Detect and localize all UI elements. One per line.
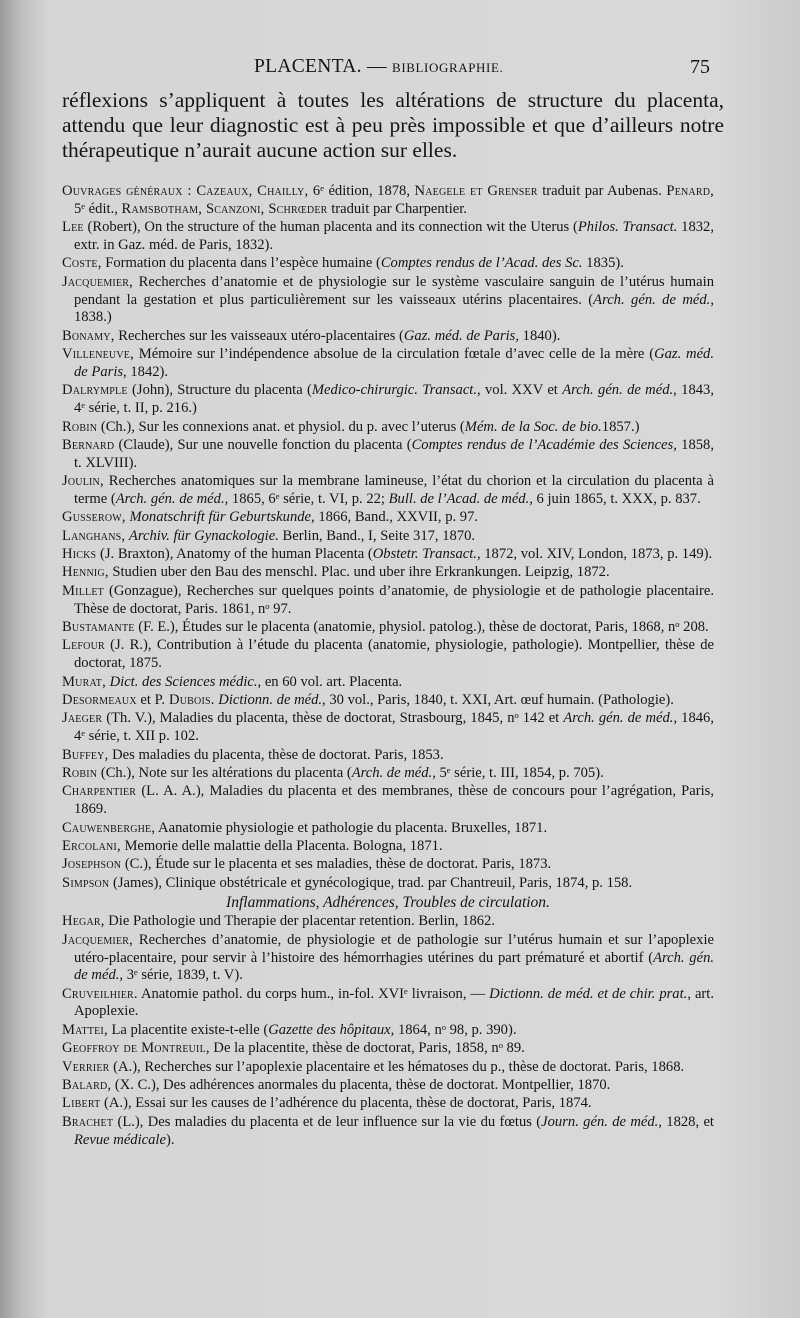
entry-text: La placentite existe-t-elle ( <box>107 1021 269 1038</box>
entry-text: , 30 vol., Paris, 1840, t. XXI, Art. œuf humain. (Pathologie). <box>322 692 674 708</box>
bibliography-entry <box>62 219 714 255</box>
entry-text: Ramsbotham, Scanzoni, Schrœder <box>121 200 328 217</box>
entry-title: Arch. gén. de méd. <box>74 949 715 984</box>
bibliography-entry <box>62 747 714 765</box>
entry-text: 1835). <box>582 255 624 272</box>
entry-text: Die Pathologie und Therapie der placentar retention. Berlin, 1862. <box>104 913 496 930</box>
entry-author: Geoffroy de Montreuil, <box>62 1040 210 1057</box>
bibliography-entry <box>62 255 714 273</box>
bibliography-entry <box>62 1095 714 1113</box>
entry-author: Coste, <box>62 255 102 272</box>
entry-text: , 1846, 4ᵉ série, t. XII p. 102. <box>74 710 714 745</box>
page-header <box>0 56 800 82</box>
entry-author: Desormeaux <box>62 692 137 708</box>
bibliography-entry <box>62 932 714 985</box>
entry-title: Revue médicale <box>74 1131 166 1148</box>
entry-text: Des maladies du placenta, thèse de doctorat. Paris, 1853. <box>108 746 444 763</box>
bibliography-entry <box>62 1114 714 1150</box>
entry-title: Arch. gén. de méd. <box>593 291 711 308</box>
entry-text: 1858, t. XLVIII). <box>74 436 714 471</box>
bibliography-entry <box>62 274 714 327</box>
entry-title: Gazette des hôpitaux, <box>268 1021 395 1038</box>
bibliography-entry <box>62 528 714 546</box>
entry-title: Bull. de l’Acad. de méd. <box>388 490 530 507</box>
entry-author: Millet <box>62 582 104 599</box>
entry-text: 1864, nᵒ 98, p. 390). <box>394 1021 517 1038</box>
entry-author: Josephson <box>62 856 122 873</box>
entry-text: Studien uber den Bau des menschl. Plac. und uber ihre Erkrankungen. Leipzig, 1872. <box>108 564 610 581</box>
bibliography-entry <box>62 1022 714 1040</box>
entry-text: Memorie delle malattie della Placenta. Bologna, 1871. <box>120 837 443 854</box>
entry-text: P. Dubois. <box>154 692 215 708</box>
entry-text: (John), Structure du placenta ( <box>127 382 312 399</box>
entry-text: 1842). <box>126 363 169 380</box>
bibliography-entry <box>62 820 714 838</box>
entry-text: (Gonzague), Recherches sur quelques points d’anatomie, de physiologie et de pathologie placentaire. Thèse de doctorat, Paris. 1861, nᵒ 97. <box>74 582 714 617</box>
entry-author: Langhans, <box>62 527 126 544</box>
entry-title: Gaz. méd. de Paris, <box>403 327 520 344</box>
entry-text: ). <box>165 1131 175 1148</box>
entry-text: Penard, <box>666 183 714 199</box>
running-title: PLACENTA. <box>254 56 362 77</box>
entry-author: Cauwenberghe, <box>62 819 156 836</box>
intro-paragraph <box>62 88 724 163</box>
bibliography-entry <box>62 473 714 509</box>
bibliography-entry <box>62 783 714 819</box>
running-head <box>254 56 503 78</box>
entry-text: 5ᵉ édit., <box>74 200 122 217</box>
entry-text: 1832, extr. in Gaz. méd. de Paris, 1832). <box>74 219 715 253</box>
entry-text: , 1828, et <box>658 1113 714 1130</box>
entry-author: Cruveilhier. <box>62 985 138 1002</box>
entry-text: (L. A. A.), Maladies du placenta et des membranes, thèse de concours pour l’agrégation, Paris, 1869. <box>74 783 714 818</box>
entry-author: Bernard <box>62 436 115 453</box>
bibliography-entry <box>62 328 714 346</box>
entry-text: Formation du placenta dans l’espèce humaine ( <box>101 255 381 272</box>
entry-author: Hicks <box>62 546 97 563</box>
entry-text: (Ch.), Note sur les altérations du placenta ( <box>97 764 352 781</box>
entry-author: Mattei, <box>62 1021 108 1038</box>
entry-text: 1857.) <box>601 418 640 435</box>
bibliography-entry <box>62 509 714 527</box>
bibliography-entry <box>62 986 714 1022</box>
entry-text: (X. C.), Des adhérences anormales du placenta, thèse de doctorat. Montpellier, 1870. <box>111 1077 611 1094</box>
bibliography-entry <box>62 856 714 874</box>
entry-text: Mémoire sur l’indépendence absolue de la circulation fœtale d’avec celle de la mère ( <box>133 346 655 363</box>
entry-author: Balard, <box>62 1077 112 1094</box>
page-number: 75 <box>690 56 710 78</box>
entry-text: , 6 juin 1865, t. XXX, p. 837. <box>529 490 701 507</box>
entry-text: Recherches d’anatomie et de physiologie sur le système vasculaire sanguin de l’utérus humain pendant la gestation et plus particulièrement sur les vaisseaux utérins placentaires. ( <box>74 273 714 308</box>
entry-title: Dictionn. de méd. <box>218 692 323 708</box>
entry-text: Anatomie pathol. du corps hum., in-fol. XVIᵉ livraison, — <box>137 985 490 1002</box>
entry-text: (A.), Essai sur les causes de l’adhérence du placenta, thèse de doctorat, Paris, 1874. <box>100 1095 592 1112</box>
entry-title: Monatschrift für Geburtskunde, <box>129 509 315 526</box>
entry-title: Arch. de méd. <box>351 764 433 781</box>
entry-author: Dalrymple <box>62 382 128 399</box>
entry-author: Jacquemier, <box>62 273 133 290</box>
entry-title: Comptes rendus de l’Académie des Sciences, <box>411 436 677 453</box>
bibliography-entry <box>62 692 714 710</box>
entry-author: Robin <box>62 418 98 435</box>
bibliography-entry <box>62 1077 714 1095</box>
bibliography-entry <box>62 382 714 418</box>
entry-text: (Ch.), Sur les connexions anat. et physiol. du p. avec l’uterus ( <box>97 418 465 435</box>
entry-text: , 1843, 4ᵉ série, t. II, p. 216.) <box>74 382 714 417</box>
entry-title: Comptes rendus de l’Acad. des Sc. <box>380 255 583 272</box>
entry-text: , en 60 vol. art. Placenta. <box>257 673 403 690</box>
entry-author: Hegar, <box>62 913 105 930</box>
bibliography-entry <box>62 838 714 856</box>
entry-author: Lefour <box>62 637 105 654</box>
bibliography-entry <box>62 674 714 692</box>
bibliography-entry <box>62 546 714 564</box>
entry-title: Arch. gén. de méd. <box>562 382 674 399</box>
bibliography-entry <box>62 1040 714 1058</box>
entry-author: Jaeger <box>62 710 103 727</box>
entry-text: Recherches d’anatomie, de physiologie et de pathologie sur l’utérus humain et sur l’apoplexie utéro-placentaire, pour servir à l’histoire des hémorrhagies utérines du part prématuré et abortif ( <box>74 931 714 966</box>
bibliography-entry <box>62 183 714 219</box>
entry-text: Aanatomie physiologie et pathologie du placenta. Bruxelles, 1871. <box>155 819 548 836</box>
entry-text: Naegele et Grenser <box>414 183 538 199</box>
bibliography-entry <box>62 437 714 473</box>
entry-text: , 1872, vol. XIV, London, 1873, p. 149). <box>476 546 713 563</box>
bibliography-entry <box>62 1059 714 1077</box>
entry-text: , 1838.) <box>74 291 714 326</box>
entry-author: Brachet <box>62 1113 114 1130</box>
entry-text: 1840). <box>519 327 561 344</box>
bibliography-entry <box>62 419 714 437</box>
entry-author: Murat, <box>62 673 106 690</box>
entry-text: (James), Clinique obstétricale et gynécologique, trad. par Chantreuil, Paris, 1874, p. 158. <box>109 874 633 891</box>
bibliography-list <box>62 183 714 1150</box>
entry-text: , 1865, 6ᵉ série, t. VI, p. 22; <box>224 490 389 507</box>
entry-author: Ercolani, <box>62 837 121 854</box>
entry-text: Berlin, Band., I, Seite 317, 1870. <box>278 527 476 544</box>
entry-text: De la placentite, thèse de doctorat, Paris, 1858, nᵒ 89. <box>209 1040 525 1057</box>
entry-author: Ouvrages généraux : Cazeaux, Chailly, <box>62 183 309 199</box>
entry-author: Robin <box>62 764 98 781</box>
entry-author: Bustamante <box>62 619 135 636</box>
entry-text: , 5ᵉ série, t. III, 1854, p. 705). <box>432 764 604 781</box>
entry-text: Recherches anatomiques sur la membrane lamineuse, l’état du chorion et la circulation du placenta à terme ( <box>74 473 714 507</box>
entry-text: (Th. V.), Maladies du placenta, thèse de doctorat, Strasbourg, 1845, nᵒ 142 et <box>102 710 564 727</box>
entry-title: Medico-chirurgic. Transact. <box>311 382 478 399</box>
entry-title: Philos. Transact. <box>577 219 678 236</box>
section-heading: Inflammations, Adhérences, Troubles de circulation. <box>226 893 550 911</box>
entry-text: , art. Apoplexie. <box>74 985 714 1020</box>
entry-author: Libert <box>62 1095 101 1112</box>
bibliography-entry <box>62 637 714 673</box>
entry-text: (A.), Recherches sur l’apoplexie placentaire et les hématoses du p., thèse de doctorat. Paris, 1868. <box>109 1058 685 1075</box>
entry-author: Joulin, <box>62 473 104 490</box>
section-title: BIBLIOGRAPHIE. <box>392 60 504 75</box>
entry-text: (Robert), On the structure of the human placenta and its connection wit the Uterus ( <box>83 219 578 236</box>
entry-text: , vol. XXV et <box>477 382 563 399</box>
entry-text: (F. E.), Études sur le placenta (anatomie, physiol. patolog.), thèse de doctorat, Paris, 1868, nᵒ 208. <box>134 619 709 636</box>
entry-author: Gusserow, <box>62 509 126 526</box>
bibliography-entry <box>62 583 714 619</box>
entry-text: et <box>136 692 155 708</box>
entry-text: (L.), Des maladies du placenta et de leur influence sur la vie du fœtus ( <box>113 1113 542 1130</box>
entry-title: Mém. de la Soc. de bio. <box>464 418 602 435</box>
entry-text: 1866, Band., XXVII, p. 97. <box>314 509 479 526</box>
bibliography-entry <box>62 619 714 637</box>
header-separator: — <box>367 56 387 77</box>
bibliography-entry <box>62 564 714 582</box>
bibliography-entry <box>62 710 714 746</box>
entry-author: Villeneuve, <box>62 346 134 363</box>
entry-text: (J. Braxton), Anatomy of the human Placenta ( <box>96 546 373 563</box>
entry-title: Obstetr. Transact. <box>372 546 477 563</box>
entry-text: (Claude), Sur une nouvelle fonction du placenta ( <box>114 436 412 453</box>
entry-text: (C.), Étude sur le placenta et ses maladies, thèse de doctorat. Paris, 1873. <box>121 856 552 873</box>
bibliography-entry <box>62 765 714 783</box>
entry-author: Charpentier <box>62 783 137 800</box>
entry-text: Recherches sur les vaisseaux utéro-placentaires ( <box>114 327 404 344</box>
intro-text: réflexions s’appliquent à toutes les altérations de structure du placenta, attendu que leur diagnostic est à peu près impossible et que d’ailleurs notre thérapeutique n’aurait aucune action sur elles. <box>62 88 724 162</box>
entry-text: traduit par Charpentier. <box>327 200 467 217</box>
bibliography-entry <box>62 875 714 893</box>
entry-title: Gaz. méd. de Paris, <box>74 346 715 380</box>
entry-title: Journ. gén. de méd. <box>541 1113 659 1130</box>
entry-author: Simpson <box>62 874 110 891</box>
entry-author: Hennig, <box>62 564 109 581</box>
entry-author: Buffey, <box>62 746 109 763</box>
entry-title: Dict. des Sciences médic. <box>109 673 258 690</box>
entry-author: Bonamy, <box>62 327 115 344</box>
entry-text: (J. R.), Contribution à l’étude du placenta (anatomie, physiologie, pathologie). Montpellier, thèse de doctorat, 1875. <box>74 637 714 672</box>
entry-text: traduit par Aubenas. <box>537 183 667 199</box>
entry-title: Archiv. für Gynackologie. <box>128 527 279 544</box>
entry-text: 6ᵉ édition, 1878, <box>308 183 415 199</box>
entry-title: Arch. gén. de méd. <box>563 710 674 727</box>
entry-title: Dictionn. de méd. et de chir. prat. <box>489 985 688 1002</box>
entry-author: Verrier <box>62 1058 110 1075</box>
bibliography-entry <box>62 913 714 931</box>
bibliography-entry <box>62 346 714 382</box>
entry-text: , 3ᵉ série, 1839, t. V). <box>119 967 243 984</box>
entry-author: Jacquemier, <box>62 931 133 948</box>
entry-title: Arch. gén. de méd. <box>115 490 225 507</box>
entry-author: Lee <box>62 219 84 236</box>
